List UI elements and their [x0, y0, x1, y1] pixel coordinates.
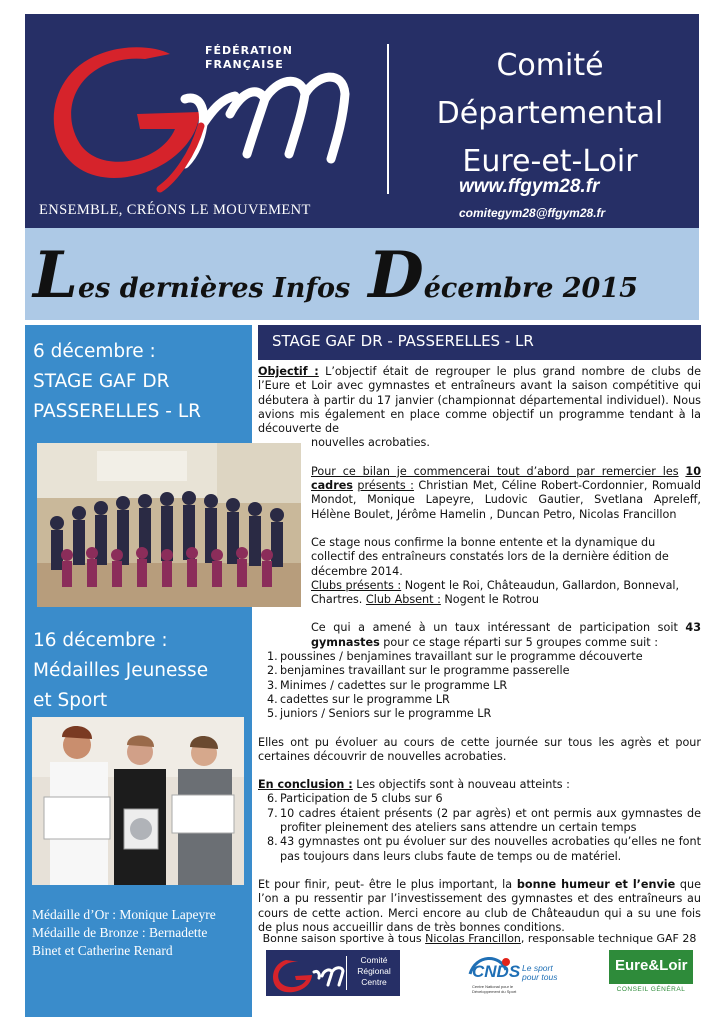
list-item: 7. 10 cadres étaient présents (2 par agrès) et ont permis aux gymnastes de profiter pleinement des ateliers sans attendre un certain temps	[267, 806, 701, 835]
cnds-subtitle: Centre National pour le Développement du Sport	[472, 984, 517, 994]
gym-comite-regional-logo	[266, 950, 400, 996]
section-title-stage: 6 décembre : STAGE GAF DR PASSERELLES - LR	[33, 341, 201, 422]
cnds-text: CNDS	[472, 962, 521, 981]
conclusion-list	[258, 792, 701, 863]
list-item: 1. poussines / benjamines travaillant sur le programme découverte	[267, 650, 643, 664]
page-title: Les dernières Infos Décembre 2015	[33, 238, 638, 313]
participation-paragraph: Ce qui a amené à un taux intéressant de participation soit 43 gymnastes pour ce stage réparti sur 5 groupes comme suit :	[311, 621, 701, 649]
list-item: 6. Participation de 5 clubs sur 6	[267, 792, 443, 806]
list-item: 3. Minimes / cadettes sur le programme LR	[267, 678, 508, 692]
signature-line: Bonne saison sportive à tous Nicolas Francillon, responsable technique GAF 28	[262, 932, 697, 945]
bilan-paragraph: Pour ce bilan je commencerai tout d’abord par remercier les 10 cadres présents : Christian Met, Céline Robert-Cordonnier, Romuald Mondot, Monique Lapeyre, Ludovic Gautier, Svetlana Apreleff, Hélène Boulet, Jérôme Hamelin , Duncan Petro, Nicolas Francillon	[311, 464, 701, 521]
cnds-tagline: Le sport pour tous	[522, 963, 558, 982]
email-link[interactable]: comitegym28@ffgym28.fr	[459, 206, 606, 220]
objectif-end: nouvelles acrobaties.	[311, 436, 430, 450]
article-title: STAGE GAF DR - PASSERELLES - LR	[272, 332, 534, 350]
groups-list	[258, 650, 701, 721]
slogan: ENSEMBLE, CRÉONS LE MOUVEMENT	[39, 202, 311, 218]
objectif-paragraph: Objectif : L’objectif était de regrouper le plus grand nombre de clubs de l’Eure et Loir avec gymnastes et entraîneurs avant la saison compétitive qui débutera à partir du 17 janvier (championnat départemental individuel). Nous avions mis également en place comme objectif un programme tendant à la découverte de	[258, 365, 701, 436]
eure-logo-text: Eure&Loir	[615, 957, 688, 974]
website-link[interactable]: www.ffgym28.fr	[459, 176, 600, 197]
medal-photo	[32, 717, 244, 885]
list-item: 4. cadettes sur le programme LR	[267, 692, 450, 706]
federation-text: FÉDÉRATION FRANÇAISE	[205, 44, 293, 71]
article-body	[258, 365, 701, 935]
article-title-band	[258, 325, 701, 360]
list-item: 8. 43 gymnastes ont pu évoluer sur des nouvelles acrobaties qu’elles ne font pas toujours dans leurs clubs faute de temps ou de matériel.	[267, 835, 701, 863]
evolve-paragraph: Elles ont pu évoluer au cours de cette journée sur tous les agrès et pour certaines découvrir de nouvelles acrobaties.	[258, 735, 701, 763]
eure-et-loir-logo	[609, 950, 693, 996]
conclusion-paragraph: En conclusion : Les objectifs sont à nouveau atteints :	[258, 778, 570, 792]
gym-logo-icon	[25, 14, 365, 199]
medal-caption: Médaille d’Or : Monique Lapeyre Médaille de Bronze : Bernadette Binet et Catherine Renard	[32, 907, 216, 958]
list-item: 2. benjamines travaillant sur le programme passerelle	[267, 664, 570, 678]
conseil-general-text: CONSEIL GÉNÉRAL	[616, 986, 686, 993]
medal-photo-image	[32, 717, 244, 885]
list-item: 5. juniors / Seniors sur le programme LR	[267, 707, 492, 721]
final-paragraph: Et pour finir, peut- être le plus important, la bonne humeur et l’envie que l’on a pu ressentir par l’investissement des gymnastes et des entraîneurs au cours de cette action. Merci encore au club de Châteaudun qui a su une fois de plus nous accueillir dans de très bonnes conditions.	[258, 877, 701, 934]
header-divider	[387, 44, 389, 194]
comite-regional-text: Comité Régional Centre	[357, 955, 391, 987]
comite-title: Comité Départemental Eure-et-Loir	[436, 48, 664, 179]
header-banner	[25, 14, 699, 228]
section-title-medailles: 16 décembre : Médailles Jeunesse et Sport	[33, 630, 209, 711]
confirm-paragraph: Ce stage nous confirme la bonne entente et la dynamique du collectif des entraîneurs constatés lors de la dernière édition de décembre 2014.	[311, 535, 669, 578]
title-band	[25, 228, 699, 320]
clubs-paragraph: Clubs présents : Nogent le Roi, Châteaudun, Gallardon, Bonneval, Chartres. Club Absent : Nogent le Rotrou	[311, 578, 680, 607]
cnds-logo	[466, 950, 566, 998]
ffgym-logo	[25, 14, 365, 199]
left-sidebar	[25, 325, 252, 1017]
